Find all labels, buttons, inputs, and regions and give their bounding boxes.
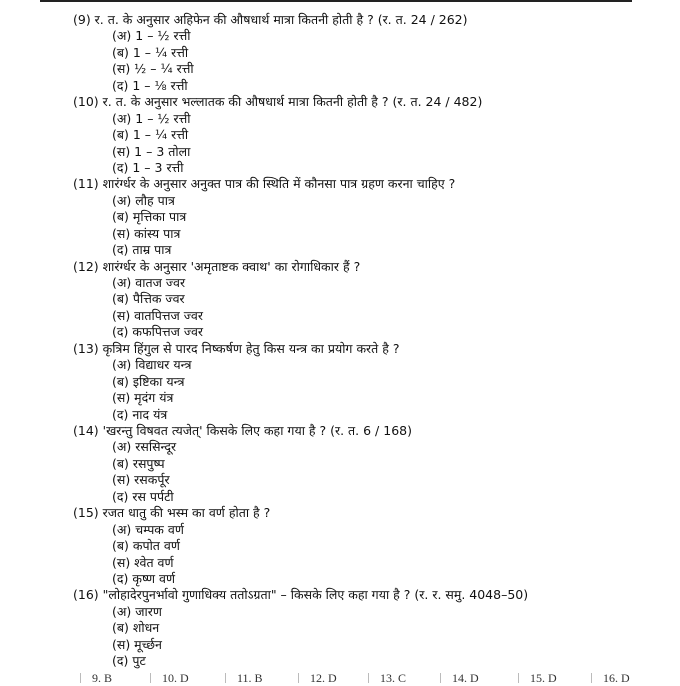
option-item: (अ) जारण bbox=[112, 603, 162, 619]
option-item: (ब) पैत्तिक ज्वर bbox=[112, 291, 185, 307]
answer-item: 12. D bbox=[310, 671, 337, 685]
question-text: (9) र. त. के अनुसार अहिफेन की औषधार्थ मात्रा कितनी होती है ? (र. त. 24 / 262) bbox=[73, 12, 468, 27]
answer-divider bbox=[298, 673, 299, 683]
option-item: (स) ½ – ¼ रत्ती bbox=[112, 61, 194, 77]
option-item: (अ) 1 – ½ रत्ती bbox=[112, 110, 191, 126]
option-item: (द) 1 – ⅛ रत्ती bbox=[112, 77, 188, 93]
option-item: (स) रसकर्पूर bbox=[112, 472, 170, 488]
answer-divider bbox=[518, 673, 519, 683]
option-item: (ब) कपोत वर्ण bbox=[112, 538, 180, 554]
option-item: (द) कफपित्तज ज्वर bbox=[112, 324, 204, 340]
answer-divider bbox=[225, 673, 226, 683]
option-item: (द) नाद यंत्र bbox=[112, 406, 168, 422]
question-text: (12) शारंर्ग्धर के अनुसार 'अमृताष्टक क्वाथ' का रोगाधिकार हैं ? bbox=[73, 258, 361, 274]
option-item: (अ) लौह पात्र bbox=[112, 192, 175, 208]
option-item: (ब) शोधन bbox=[112, 620, 160, 636]
option-item: (स) मूर्च्छन bbox=[112, 636, 162, 652]
answer-divider bbox=[591, 673, 592, 683]
question-text: (13) कृत्रिम हिंगुल से पारद निष्कर्षण हेतु किस यन्त्र का प्रयोग करते है ? bbox=[73, 340, 400, 356]
option-item: (ब) मृत्तिका पात्र bbox=[112, 209, 187, 225]
question-text: (15) रजत धातु की भस्म का वर्ण होता है ? bbox=[73, 505, 271, 521]
answer-divider bbox=[80, 673, 81, 683]
option-item: (ब) इष्टिका यन्त्र bbox=[112, 373, 185, 389]
option-item: (अ) रससिन्दूर bbox=[112, 439, 177, 455]
option-item: (अ) विद्याधर यन्त्र bbox=[112, 357, 192, 373]
option-item: (ब) 1 – ¼ रत्ती bbox=[112, 44, 189, 60]
option-item: (स) वातपित्तज ज्वर bbox=[112, 307, 203, 323]
answer-item: 16. D bbox=[603, 671, 630, 685]
option-item: (अ) 1 – ½ रत्ती bbox=[112, 28, 191, 44]
option-item: (स) मृदंग यंत्र bbox=[112, 390, 174, 406]
option-item: (द) रस पर्पटी bbox=[112, 488, 174, 504]
option-item: (स) श्वेत वर्ण bbox=[112, 554, 174, 570]
option-item: (स) कांस्य पात्र bbox=[112, 225, 181, 241]
option-item: (द) 1 – 3 रत्ती bbox=[112, 159, 184, 175]
option-item: (द) पुट bbox=[112, 653, 146, 669]
option-item: (ब) 1 – ¼ रत्ती bbox=[112, 127, 189, 143]
option-item: (अ) वातज ज्वर bbox=[112, 275, 186, 291]
answer-divider bbox=[440, 673, 441, 683]
answer-item: 9. B bbox=[92, 671, 113, 685]
answer-item: 13. C bbox=[380, 671, 407, 685]
answer-divider bbox=[368, 673, 369, 683]
question-text: (14) 'खरन्तु विषवत त्यजेत्' किसके लिए कहा गया है ? (र. त. 6 / 168) bbox=[73, 423, 412, 438]
answer-divider bbox=[150, 673, 151, 683]
option-item: (स) 1 – 3 तोला bbox=[112, 143, 191, 159]
option-item: (अ) चम्पक वर्ण bbox=[112, 521, 184, 537]
option-item: (द) ताम्र पात्र bbox=[112, 242, 172, 258]
question-text: (16) "लोहादेरपुनर्भावो गुणाधिक्य ततोऽग्रता" – किसके लिए कहा गया है ? (र. र. समु. 4048–50) bbox=[73, 587, 529, 603]
question-text: (10) र. त. के अनुसार भल्लातक की औषधार्थ मात्रा कितनी होती है ? (र. त. 24 / 482) bbox=[73, 94, 483, 110]
answer-item: 14. D bbox=[452, 671, 479, 685]
option-item: (ब) रसपुष्प bbox=[112, 455, 165, 471]
answer-item: 11. B bbox=[237, 671, 263, 685]
answer-item: 10. D bbox=[162, 671, 189, 685]
option-item: (द) कृष्ण वर्ण bbox=[112, 570, 175, 586]
question-text: (11) शारंर्ग्धर के अनुसार अनुक्त पात्र की स्थिति में कौनसा पात्र ग्रहण करना चाहिए ? bbox=[73, 176, 456, 192]
answer-item: 15. D bbox=[530, 671, 557, 685]
